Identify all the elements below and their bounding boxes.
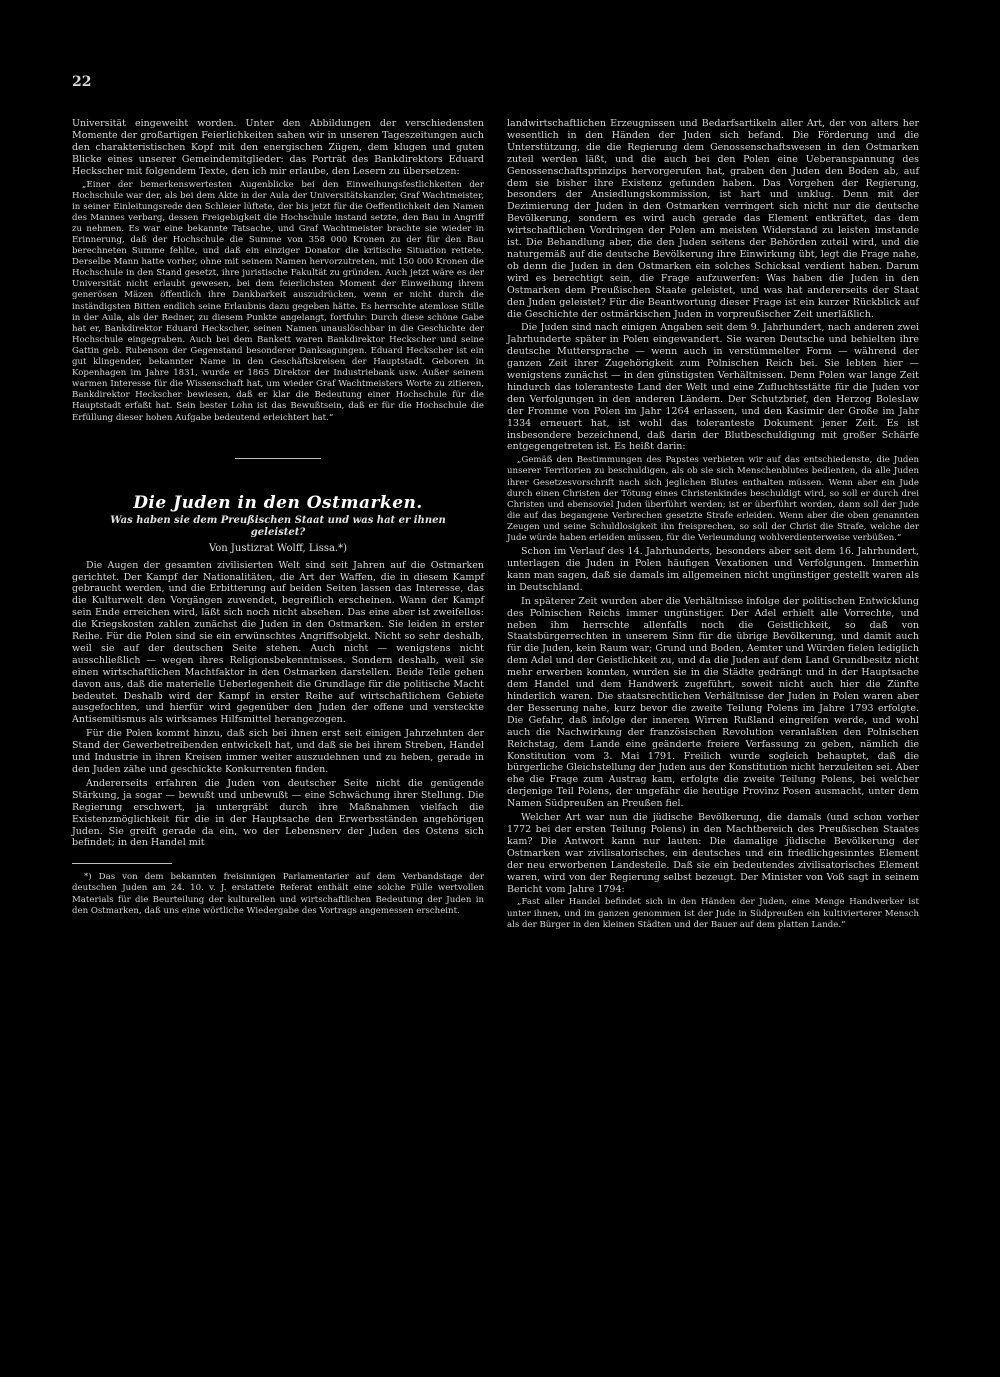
article-title: Die Juden in den Ostmarken.	[133, 492, 423, 513]
body-paragraph: Die Augen der gesamten zivilisierten Welt sind seit Jahren auf die Ostmarken gerichtet. Der Kampf der Nationalitäten, die Art der Waffen, die in diesem Kampf gebraucht werden, und die Erbitterung auf beiden Seiten lassen das Interesse, das die Kulturwelt den Vorgängen zuwendet, begreiflich erscheinen. Wann der Kampf sein Ende erreichen wird, läßt sich noch nicht absehen. Das eine aber ist zweifellos: die Kriegskosten zahlen zunächst die Juden in den Ostmarken. Sie leiden in erster Reihe. Für die Polen sind sie ein erwünschtes Angriffsobjekt. Nicht so sehr deshalb, weil sie auf der deutschen Seite stehen. Auch nicht — wenigstens nicht ausschließlich — wegen ihres Religionsbekenntnisses. Sondern deshalb, weil sie einen wirtschaftlichen Machtfaktor in den Ostmarken darstellen. Beide Teile gehen davon aus, daß die materielle Ueberlegenheit die Grundlage für die politische Macht bedeutet. Deshalb wird der Kampf in erster Reihe auf wirtschaftlichem Gebiete ausgefochten, und hierfür wird gegenüber den Juden der offene und versteckte Antisemitismus als wirksames Hilfsmittel herangezogen.	[72, 559, 484, 726]
body-paragraph: Die Juden sind nach einigen Angaben seit dem 9. Jahrhundert, nach anderen zwei Jahrhunderte später in Polen eingewandert. Sie waren Deutsche und behielten ihre deutsche Muttersprache — wenn auch in verstümmelter Form — während der ganzen Zeit ihrer Zugehörigkeit zum Polnischen Reich bei. Sie lebten hier — wenigstens zunächst — in den günstigsten Verhältnissen. Denn Polen war lange Zeit hindurch das toleranteste Land der Welt und eine Zufluchtsstätte für die Juden vor den Verfolgungen in den anderen Ländern. Der Schutzbrief, den Herzog Boleslaw der Fromme von Polen im Jahr 1264 erlassen, und den Kasimir der Große im Jahr 1334 erneuert hat, ist wohl das toleranteste Dokument jener Zeit. Es ist insbesondere bezeichnend, daß darin der Blutbeschuldigung mit großer Schärfe entgegengetreten ist. Es heißt darin:	[507, 322, 919, 453]
body-paragraph: In späterer Zeit wurden aber die Verhältnisse infolge der politischen Entwicklung des Polnischen Reichs immer ungünstiger. Der Adel erhielt alle Vorrechte, und neben ihm herrschte allenfalls noch die Geistlichkeit, so daß von Staatsbürgerrechten in unserem Sinn für die übrige Bevölkerung, und damit auch für die Juden, kein Raum war; Grund und Boden, Aemter und Würden fielen lediglich dem Adel und der Geistlichkeit zu, und da die Juden auf dem Land Grundbesitz nicht mehr erwerben konnten, wurden sie in die Städte gedrängt und in der Hauptsache dem Handel und dem Handwerk zugeführt, soweit nicht auch hier die Zünfte hinderlich waren. Die staatsrechtlichen Verhältnisse der Juden in Polen waren aber der Besserung nahe, kurz bevor die zweite Teilung Polens im Jahre 1793 erfolgte. Die Gefahr, daß infolge der inneren Wirren Rußland eingreifen werde, und wohl auch die Nachwirkung der französischen Revolution veranlaßten den Polnischen Reichstag, dem Lande eine geänderte freiere Verfassung zu geben, nämlich die Konstitution vom 3. Mai 1791. Freilich wurde sogleich behauptet, daß die bürgerliche Gleichstellung der Juden aus der Konstitution nicht herzuleiten sei. Aber ehe die Frage zum Austrag kam, erfolgte die zweite Teilung Polens, bei welcher derjenige Teil Polens, der ungefähr die heutige Provinz Posen ausmacht, unter dem Namen Südpreußen an Preußen fiel.	[507, 595, 919, 810]
body-paragraph: Welcher Art war nun die jüdische Bevölkerung, die damals (und schon vorher 1772 bei der ersten Teilung Polens) in den Machtbereich des Preußischen Staates kam? Die Antwort kann nur lauten: Die damalige jüdische Bevölkerung der Ostmarken war zivilisatorisches, ein deutsches und ein friedlichgesinntes Element der neu erworbenen Landesteile. Daß sie ein bedeutendes zivilisatorisches Element waren, wird von der Regierung selbst bezeugt. Der Minister von Voß sagt in seinem Bericht vom Jahre 1794:	[507, 812, 919, 895]
quote-paragraph: „Fast aller Handel befindet sich in den Händen der Juden, eine Menge Handwerker ist unter ihnen, und im ganzen genommen ist der Jude in Südpreußen ein kultivierterer Mensch als der Bürger in den kleinen Städten und der Bauer auf dem platten Lande.“	[507, 897, 919, 930]
section-divider	[235, 458, 321, 459]
body-paragraph: Andererseits erfahren die Juden von deutscher Seite nicht die genügende Stärkung, ja sogar — bewußt und unbewußt — eine Schwächung ihrer Stellung. Die Regierung erschwert, ja untergräbt durch ihre Maßnahmen vielfach die Existenzmöglichkeit für die in der Hauptsache den Erwerbsständen angehörigen Juden. Sie greift gerade da ein, wo der Lebensnerv der Juden des Ostens sich befindet; in den Handel mit	[72, 777, 484, 849]
quote-paragraph: „Einer der bemerkenswertesten Augenblicke bei den Einweihungsfestlichkeiten der Hochschule war der, als bei dem Akte in der Aula der Universitätskanzler, Graf Wachtmeister, in seiner Einleitungsrede den Schleier lüftete, der bis jetzt für die Oeffentlichkeit den Namen des Mannes verbarg, dessen Freigebigkeit die Hochschule instand setzte, den Bau in Angriff zu nehmen. Es war eine bekannte Tatsache, und Graf Wachtmeister brachte sie wieder in Erinnerung, daß der Hochschule die Summe von 358 000 Kronen zu der für den Bau berechneten Summe fehlte, und daß ein einziger Donator die kritische Situation rettete. Derselbe Mann hatte vorher, ohne mit seinem Namen hervorzutreten, mit 150 000 Kronen die Hochschule in den Stand gesetzt, ihre juristische Fakultät zu gründen. Auch jetzt wäre es der Universität nicht erlaubt gewesen, bei dem feierlichsten Moment der Einweihung ihrem generösen Mäzen öffentlich ihre Dankbarkeit auszudrücken, wenn er nicht durch die inständigsten Bitten endlich seine Erlaubnis dazu gegeben hätte. Es herrschte atemlose Stille in der Aula, als der Redner, zu diesem Punkte angelangt, fortfuhr: Durch diese schöne Gabe hat er, Bankdirektor Eduard Heckscher, seinen Namen unauslöschbar in die Geschichte der Hochschule eingegraben. Auch bei dem Bankett waren Bankdirektor Heckscher und seine Gattin geb. Rubenson der Gegenstand besonderer Danksagungen. Eduard Heckscher ist ein gut klingender, bekannter Name in den Geschäftskreisen der Hauptstadt. Geboren in Kopenhagen im Jahre 1831, wurde er 1865 Direktor der Industriebank usw. Außer seinem warmen Interesse für die Wissenschaft hat, um wieder Graf Wachtmeisters Worte zu zitieren, Bankdirektor Heckscher bewiesen, daß er klar die Bedeutung einer Hochschule für die Hauptstadt erfaßt hat. Sein bester Lohn ist das Bewußtsein, daß er für die Hochschule die Erfüllung dieser hohen Aufgabe bedeutend erleichtert hat.“	[72, 179, 484, 423]
intro-paragraph: Universität eingeweiht worden. Unter den Abbildungen der verschiedensten Momente der großartigen Feierlichkeiten sahen wir in unseren Tageszeitungen auch den charakteristischen Kopf mit den energischen Zügen, dem klugen und guten Blicke eines unserer Gemeindemitglieder: das Porträt des Bankdirektors Eduard Heckscher mit folgendem Texte, den ich mir erlaube, den Lesern zu übersetzen:	[72, 118, 484, 177]
article-author: Von Justizrat Wolff, Lissa.*)	[208, 542, 348, 554]
quote-paragraph: „Gemäß den Bestimmungen des Papstes verbieten wir auf das entschiedenste, die Juden unserer Territorien zu beschuldigen, als ob sie sich Menschenblutes bedienten, da alle Juden ihrer Gesetzesvorschrift nach sich jeglichen Blutes enthalten müssen. Wenn aber ein Jude durch einen Christen der Tötung eines Christenkindes beschuldigt wird, so soll er durch drei Christen und ebensoviel Juden überführt werden; ist er überführt worden, dann soll der Jude die auf das begangene Verbrechen gesetzte Strafe erleiden. Wenn aber die oben genannten Zeugen und seine Schuldlosigkeit ihn freisprechen, so soll der Christ die Strafe, welche der Jude würde haben erleiden müssen, für die Verleumdung wohlverdienterweise verbüßen.“	[507, 455, 919, 544]
body-paragraph: Für die Polen kommt hinzu, daß sich bei ihnen erst seit einigen Jahrzehnten der Stand der Gewerbetreibenden entwickelt hat, und daß sie bei ihrem Streben, Handel und Industrie in ihren Kreisen immer weiter auszudehnen und zu heben, gerade in den Juden zähe und geschickte Konkurrenten finden.	[72, 728, 484, 775]
left-column	[72, 118, 484, 919]
page-number: 22	[72, 74, 92, 90]
footnote-divider	[72, 863, 172, 864]
body-paragraph: Schon im Verlauf des 14. Jahrhunderts, besonders aber seit dem 16. Jahrhundert, unterlagen die Juden in Polen häufigen Vexationen und Verfolgungen. Immerhin kann man sagen, daß sie damals im allgemeinen nicht ungünstiger gestellt waren als in Deutschland.	[507, 546, 919, 593]
article-subtitle: Was haben sie dem Preußischen Staat und was hat er ihnen geleistet?	[110, 514, 446, 538]
right-column	[507, 118, 919, 933]
body-paragraph: landwirtschaftlichen Erzeugnissen und Bedarfsartikeln aller Art, der von alters her wesentlich in den Händen der Juden sich befand. Die Förderung und die Unterstützung, die die Regierung dem Genossenschaftswesen in den Ostmarken zuteil werden läßt, und die auch bei den Polen eine Ueberanspannung des Genossenschaftsprinzips hervorgerufen hat, graben den Juden den Boden ab, auf dem sie bisher ihre Existenz gefunden haben. Das Vorgehen der Regierung, besonders der Ansiedlungskommission, ist hart und unklug. Denn mit der Dezimierung der Juden in den Ostmarken verringert sich nicht nur die deutsche Bevölkerung, sondern es wird auch gerade das Element entkräftet, das dem wirtschaftlichen Vordringen der Polen am meisten Widerstand zu leisten imstande ist. Die Behandlung aber, die den Juden seitens der Behörden zuteil wird, und die naturgemäß auf die deutsche Bevölkerung ihre Einwirkung übt, legt die Frage nahe, ob denn die Juden in den Ostmarken ein solches Schicksal verdient haben. Darum wird es berechtigt sein, die Frage aufzuwerfen: Was haben die Juden in den Ostmarken dem Preußischen Staate geleistet, und was hat andererseits der Staat den Juden geleistet? Für die Beantwortung dieser Frage ist ein kurzer Rückblick auf die Geschichte der ostmärkischen Juden in vorpreußischer Zeit unerläßlich.	[507, 118, 919, 320]
footnote: *) Das von dem bekannten freisinnigen Parlamentarier auf dem Verbandstage der deutschen Juden am 24. 10. v. J. erstattete Referat enthält eine solche Fülle wertvollen Materials für die Beurteilung der kulturellen und wirtschaftlichen Bedeutung der Juden in den Ostmarken, daß uns eine wörtliche Wiedergabe des Vortrags angemessen erscheint.	[72, 872, 484, 916]
